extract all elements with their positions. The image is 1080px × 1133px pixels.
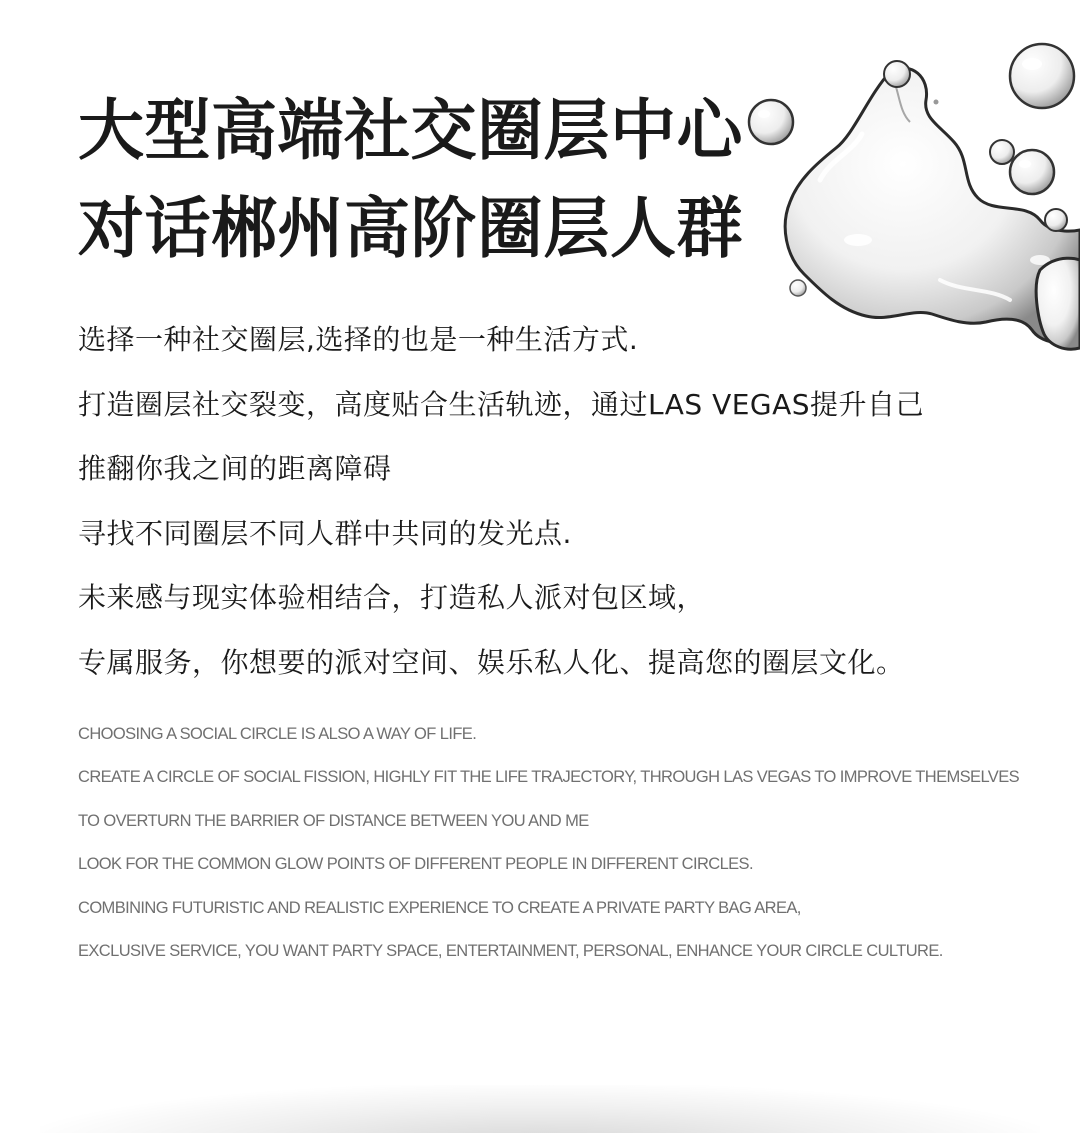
- english-line: LOOK FOR THE COMMON GLOW POINTS OF DIFFERENT PEOPLE IN DIFFERENT CIRCLES.: [78, 855, 753, 874]
- bubble: [790, 280, 806, 296]
- english-line: CHOOSING A SOCIAL CIRCLE IS ALSO A WAY OF LIFE.: [78, 725, 477, 743]
- bubble: [1045, 209, 1067, 231]
- chinese-line: 未来感与现实体验相结合，打造私人派对包区域，: [78, 581, 706, 614]
- water-droplets-icon: [740, 30, 1080, 360]
- bubble: [749, 100, 793, 144]
- english-line: COMBINING FUTURISTIC AND REALISTIC EXPERIENCE TO CREATE A PRIVATE PARTY BAG AREA,: [78, 898, 801, 917]
- chinese-line: 选择一种社交圈层,选择的也是一种生活方式.: [78, 323, 639, 356]
- bubble: [1010, 44, 1074, 108]
- headline-line-2: 对话郴州高阶圈层人群: [78, 190, 743, 267]
- english-paragraph: [78, 720, 1018, 980]
- headline-line-1: 大型高端社交圈层中心: [78, 92, 743, 169]
- chinese-line: 打造圈层社交裂变，高度贴合生活轨迹，通过LAS VEGAS提升自己: [78, 387, 925, 421]
- bubble: [934, 100, 939, 105]
- headline: [78, 82, 743, 278]
- chinese-line: 寻找不同圈层不同人群中共同的发光点.: [78, 516, 572, 550]
- bottom-shadow: [40, 1085, 1040, 1133]
- bubble: [884, 61, 910, 87]
- bubble: [990, 140, 1014, 164]
- chinese-line: 专属服务，你想要的派对空间、娱乐私人化、提高您的圈层文化。: [78, 645, 905, 679]
- english-line: TO OVERTURN THE BARRIER OF DISTANCE BETWEEN YOU AND ME: [78, 811, 589, 830]
- chinese-paragraph: [78, 313, 1038, 700]
- english-line: EXCLUSIVE SERVICE, YOU WANT PARTY SPACE, ENTERTAINMENT, PERSONAL, ENHANCE YOUR CIRCLE CULTURE.: [78, 941, 943, 960]
- english-line: CREATE A CIRCLE OF SOCIAL FISSION, HIGHLY FIT THE LIFE TRAJECTORY, THROUGH LAS VEGAS TO IMPROVE THEMSELVES: [78, 768, 1020, 787]
- bubble: [1010, 150, 1054, 194]
- chinese-line: 推翻你我之间的距离障碍: [78, 452, 392, 485]
